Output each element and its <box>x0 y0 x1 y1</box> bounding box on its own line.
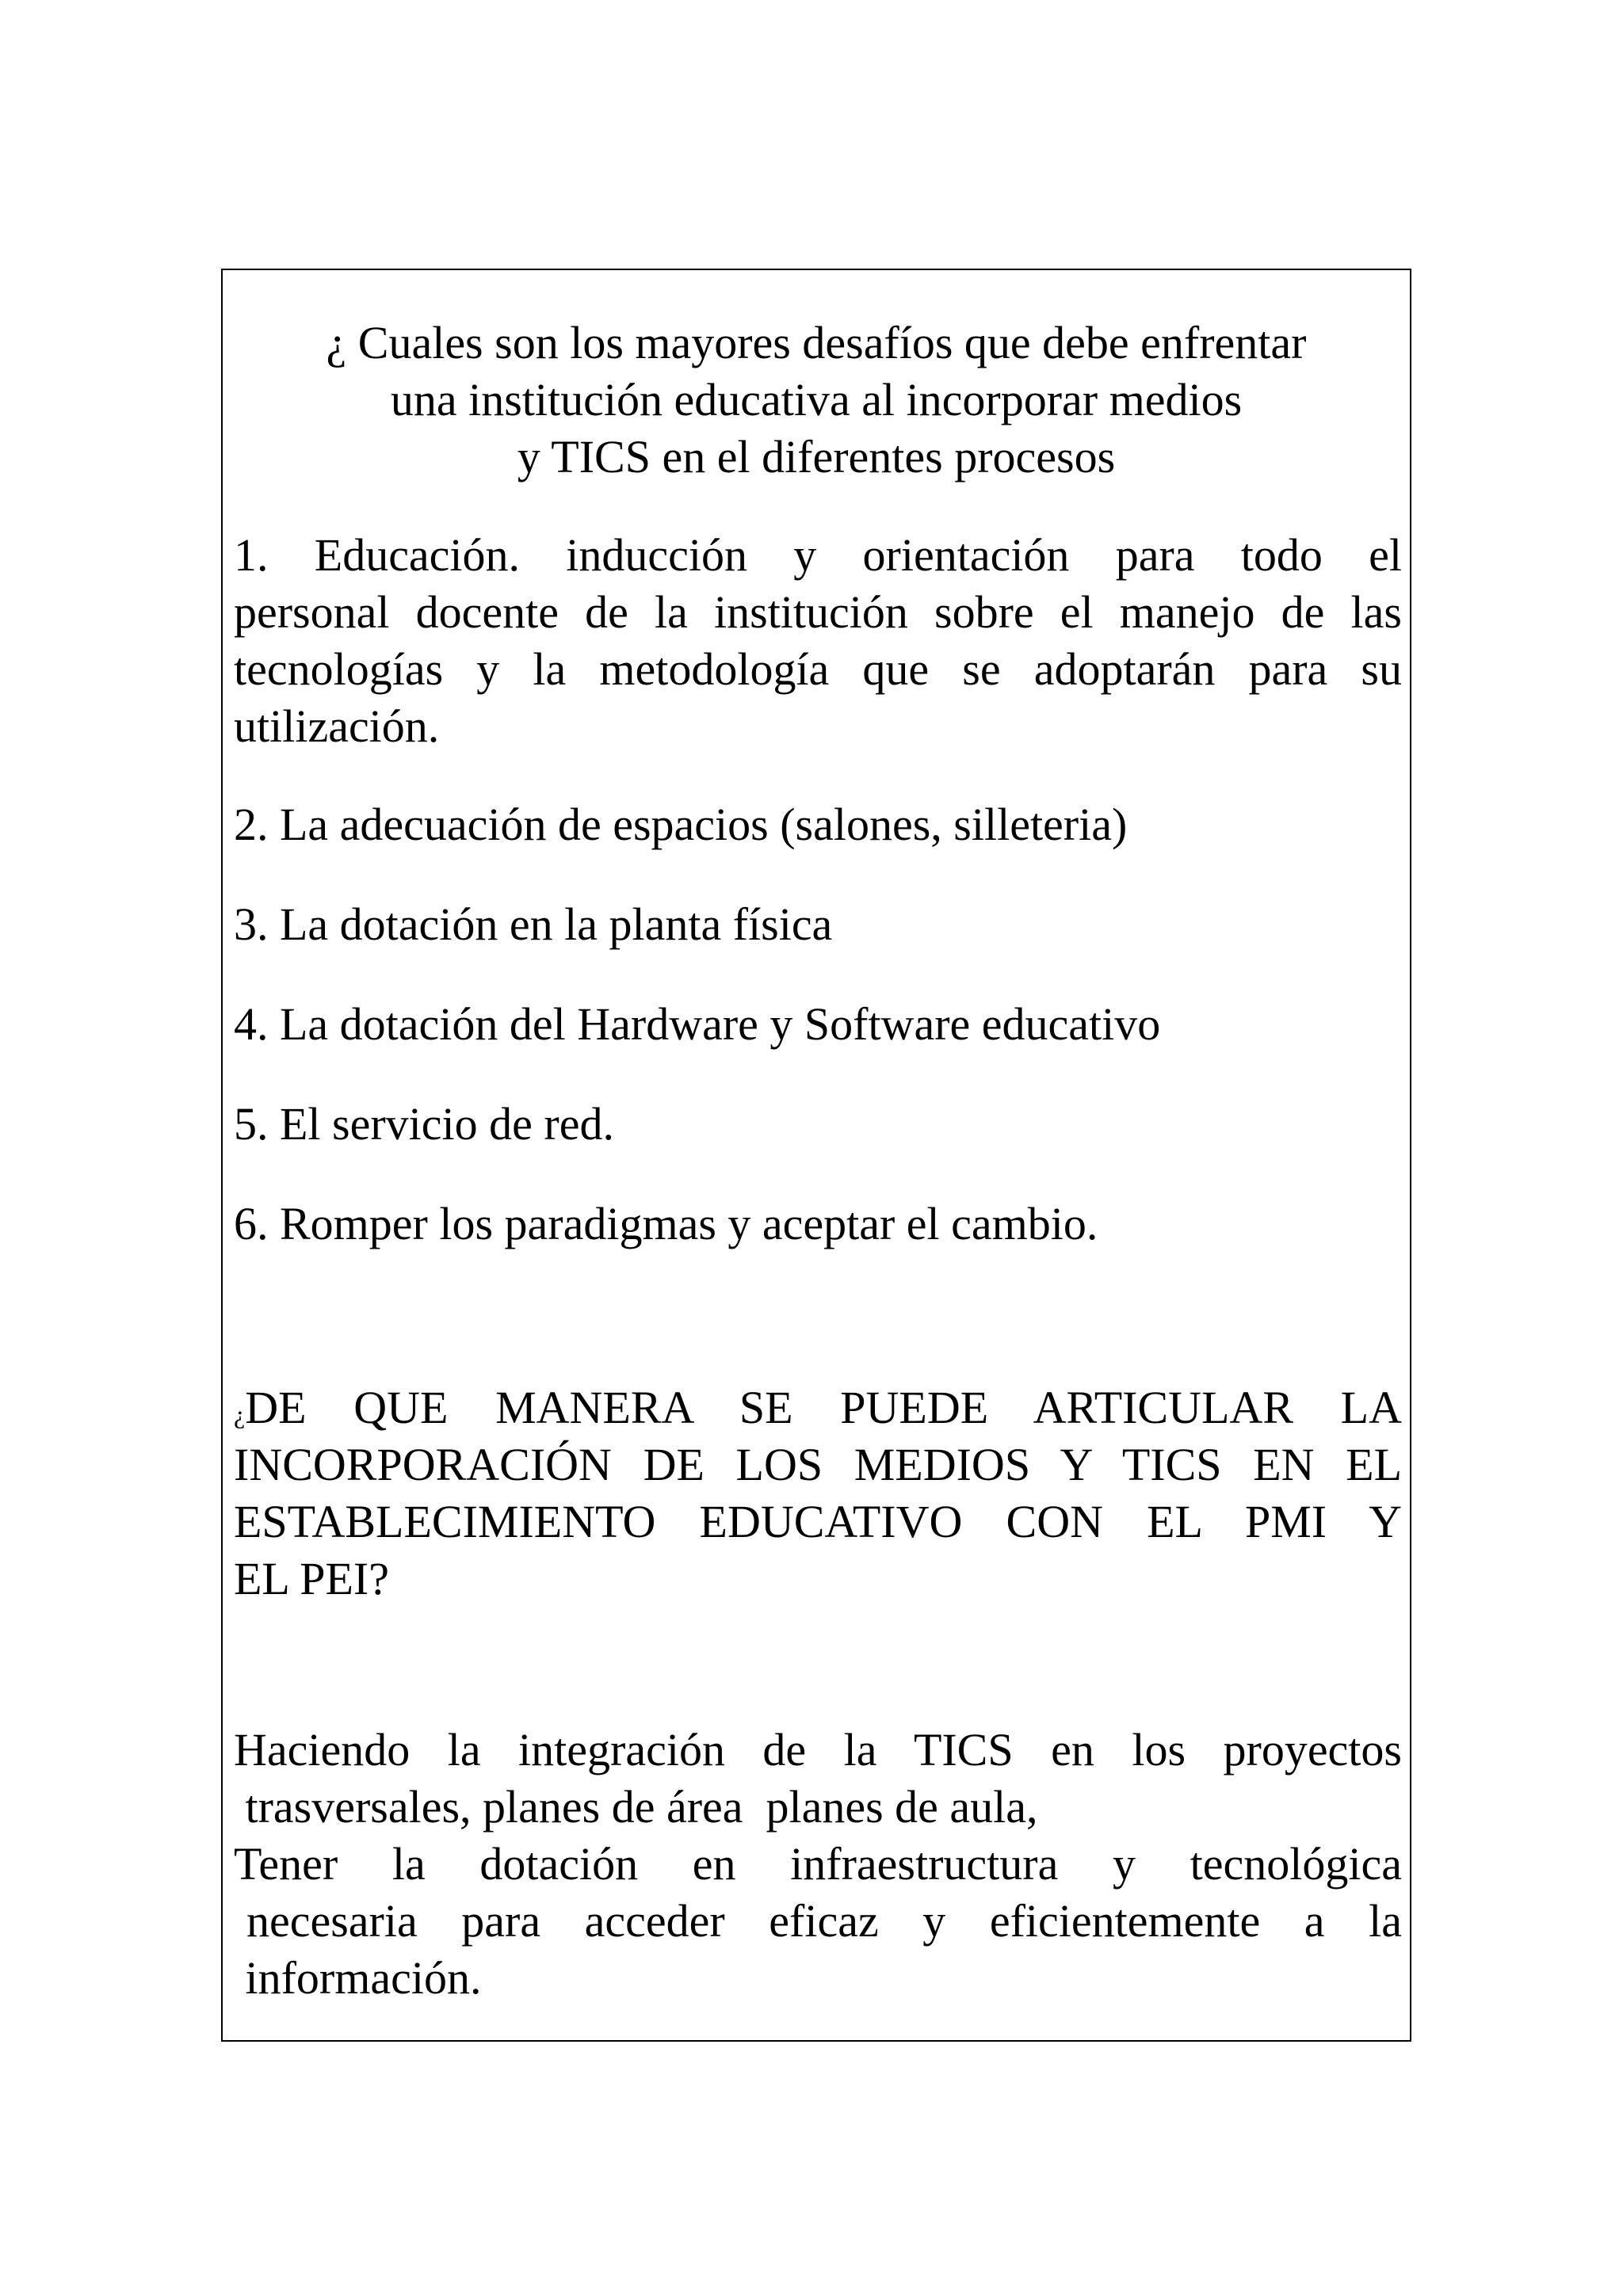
question-2-line-1 <box>234 1379 1402 1436</box>
question-2-line-3: ESTABLECIMIENTO EDUCATIVO CON EL PMI Y <box>234 1496 1402 1547</box>
item-4: 4. La dotación del Hardware y Software educativo <box>234 998 1161 1050</box>
item-2: 2. La adecuación de espacios (salones, silleteria) <box>234 799 1128 850</box>
item-3: 3. La dotación en la planta física <box>234 898 833 950</box>
question-1-line-2: una institución educativa al incorporar medios <box>390 374 1243 425</box>
item-1-line-3: tecnologías y la metodología que se adoptarán para su <box>234 643 1402 695</box>
answer-line-2: trasversales, planes de área planes de aula, <box>234 1781 1038 1833</box>
question-2-line-4: EL PEI? <box>234 1553 389 1604</box>
answer-line-1: Haciendo la integración de la TICS en los proyectos <box>234 1724 1402 1775</box>
question-1-line-3: y TICS en el diferentes procesos <box>517 431 1116 482</box>
question-2-mark: ¿ <box>234 1400 246 1428</box>
item-1-line-1: 1. Educación. inducción y orientación para todo el <box>234 529 1402 581</box>
answer-line-4: necesaria para acceder eficaz y eficientemente a la <box>246 1895 1402 1947</box>
item-6: 6. Romper los paradigmas y aceptar el cambio. <box>234 1198 1098 1249</box>
question-1-line-1: ¿ Cuales son los mayores desafíos que debe enfrentar <box>326 317 1307 368</box>
item-5: 5. El servicio de red. <box>234 1098 614 1150</box>
answer-line-5: información. <box>234 1952 482 2004</box>
item-1-line-4: utilización. <box>234 700 440 752</box>
content-box <box>221 269 1411 2042</box>
answer-line-3: Tener la dotación en infraestructura y tecnológica <box>234 1838 1402 1890</box>
item-1-line-2: personal docente de la institución sobre el manejo de las <box>234 586 1402 638</box>
question-2-line-2: INCORPORACIÓN DE LOS MEDIOS Y TICS EN EL <box>234 1439 1402 1490</box>
question-2-line-1-text: DE QUE MANERA SE PUEDE ARTICULAR LA <box>245 1382 1402 1433</box>
